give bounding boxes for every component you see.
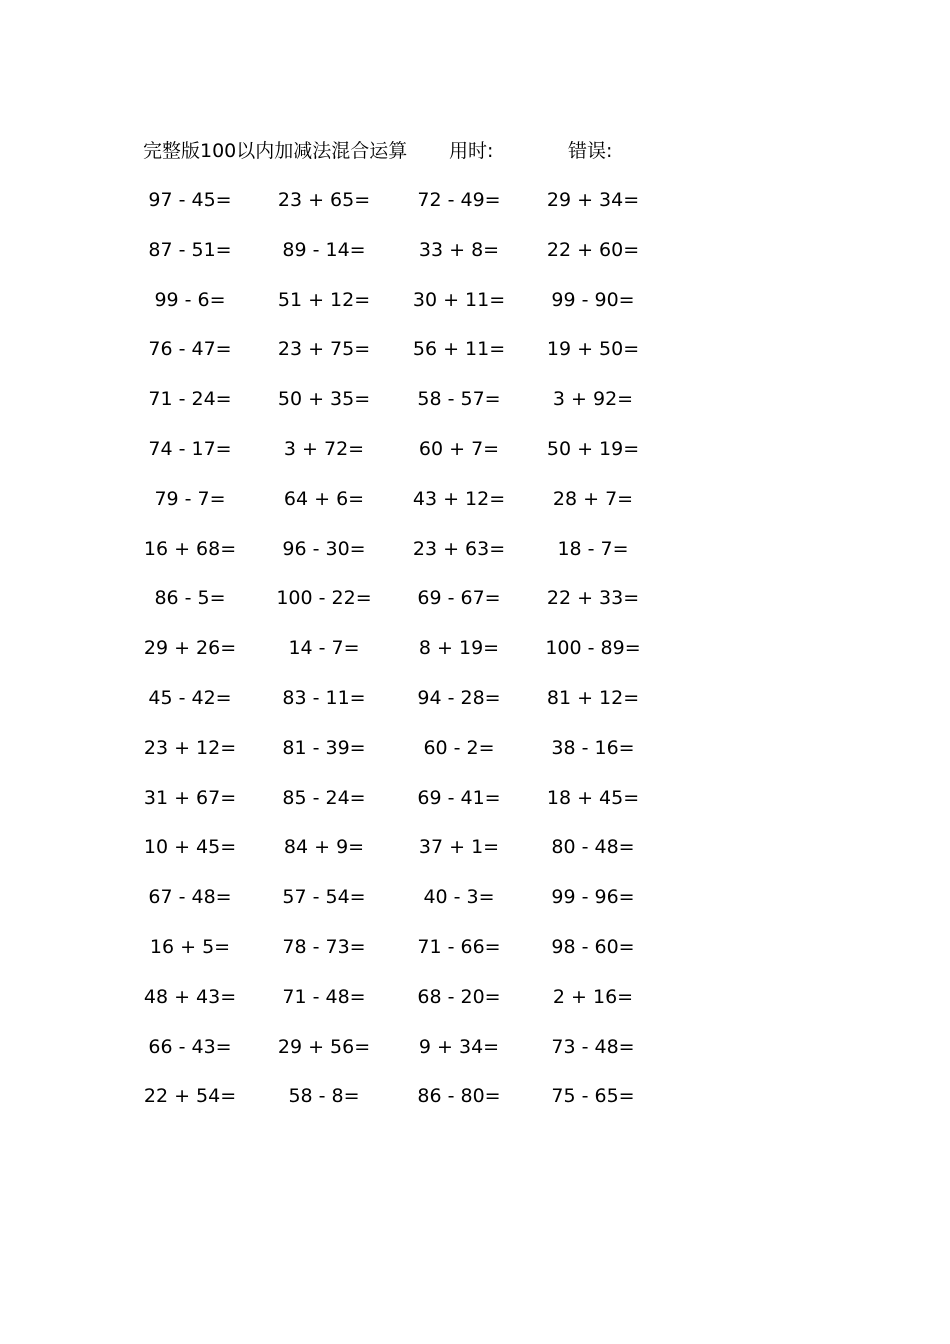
math-problem: 71 - 48= — [282, 985, 366, 1008]
math-problem: 22 + 54= — [143, 1085, 237, 1108]
math-problem: 67 - 48= — [148, 886, 232, 909]
math-problem: 28 + 7= — [552, 487, 634, 510]
math-problem: 58 - 8= — [288, 1085, 360, 1108]
math-problem: 60 - 2= — [423, 736, 495, 759]
math-problem: 73 - 48= — [551, 1035, 635, 1058]
math-problem: 57 - 54= — [282, 886, 366, 909]
math-problem: 81 - 39= — [282, 736, 366, 759]
math-problem: 50 + 35= — [277, 388, 371, 411]
math-problem: 68 - 20= — [417, 985, 501, 1008]
problem-row — [0, 1033, 950, 1083]
math-problem: 72 - 49= — [417, 189, 501, 211]
math-problem: 30 + 11= — [412, 288, 506, 311]
math-problem: 71 - 66= — [417, 935, 501, 958]
math-problem: 74 - 17= — [148, 437, 232, 460]
math-problem: 16 + 5= — [149, 935, 231, 958]
problem-row — [0, 435, 950, 485]
math-problem: 84 + 9= — [283, 836, 365, 859]
math-problem: 99 - 6= — [154, 288, 226, 311]
math-problem: 81 + 12= — [546, 686, 640, 709]
problem-row — [0, 385, 950, 435]
math-problem: 3 + 92= — [552, 388, 634, 411]
math-problem: 16 + 68= — [143, 537, 237, 560]
math-problem: 87 - 51= — [148, 238, 232, 261]
math-problem: 38 - 16= — [551, 736, 635, 759]
math-problem: 56 + 11= — [412, 338, 506, 361]
math-problem: 22 + 60= — [546, 238, 640, 261]
math-problem: 23 + 63= — [412, 537, 506, 560]
math-problem: 23 + 75= — [277, 338, 371, 361]
time-used-label: 用时: — [449, 140, 494, 162]
math-problem: 29 + 26= — [143, 637, 237, 660]
math-problem: 79 - 7= — [154, 487, 226, 510]
math-problem: 98 - 60= — [551, 935, 635, 958]
math-problem: 94 - 28= — [417, 686, 501, 709]
math-problem: 97 - 45= — [148, 189, 232, 211]
math-problem: 69 - 67= — [417, 587, 501, 610]
math-problem: 86 - 5= — [154, 587, 226, 610]
math-problem: 100 - 89= — [545, 637, 641, 660]
math-problem: 29 + 34= — [546, 189, 640, 211]
problem-row — [0, 634, 950, 684]
math-problem: 75 - 65= — [551, 1085, 635, 1108]
math-problem: 85 - 24= — [282, 786, 366, 809]
problem-row — [0, 236, 950, 286]
math-problem: 14 - 7= — [288, 637, 360, 660]
math-problem: 37 + 1= — [418, 836, 500, 859]
math-problem: 22 + 33= — [546, 587, 640, 610]
math-problem: 60 + 7= — [418, 437, 500, 460]
math-problem: 86 - 80= — [417, 1085, 501, 1108]
math-problem: 2 + 16= — [552, 985, 634, 1008]
problem-row — [0, 335, 950, 385]
math-problem: 10 + 45= — [143, 836, 237, 859]
math-problem: 66 - 43= — [148, 1035, 232, 1058]
worksheet-title: 完整版100以内加减法混合运算 — [143, 140, 408, 162]
math-problem: 29 + 56= — [277, 1035, 371, 1058]
math-problem: 100 - 22= — [276, 587, 372, 610]
math-problem: 78 - 73= — [282, 935, 366, 958]
problem-row — [0, 584, 950, 634]
math-problem: 96 - 30= — [282, 537, 366, 560]
math-problem: 8 + 19= — [418, 637, 500, 660]
math-problem: 48 + 43= — [143, 985, 237, 1008]
problem-row — [0, 833, 950, 883]
math-problem: 76 - 47= — [148, 338, 232, 361]
problem-row — [0, 1082, 950, 1132]
math-problem: 23 + 65= — [277, 189, 371, 211]
math-problem: 58 - 57= — [417, 388, 501, 411]
math-problem: 51 + 12= — [277, 288, 371, 311]
math-problem: 31 + 67= — [143, 786, 237, 809]
math-problem: 19 + 50= — [546, 338, 640, 361]
math-problem: 18 - 7= — [557, 537, 629, 560]
math-problem: 43 + 12= — [412, 487, 506, 510]
math-problem: 50 + 19= — [546, 437, 640, 460]
problem-grid — [0, 186, 950, 1132]
problem-row — [0, 485, 950, 535]
math-problem: 99 - 90= — [551, 288, 635, 311]
math-problem: 45 - 42= — [148, 686, 232, 709]
math-problem: 83 - 11= — [282, 686, 366, 709]
problem-row — [0, 535, 950, 585]
errors-label: 错误: — [568, 140, 613, 162]
math-problem: 99 - 96= — [551, 886, 635, 909]
math-problem: 9 + 34= — [418, 1035, 500, 1058]
math-problem: 64 + 6= — [283, 487, 365, 510]
problem-row — [0, 883, 950, 933]
math-problem: 80 - 48= — [551, 836, 635, 859]
problem-row — [0, 734, 950, 784]
math-problem: 33 + 8= — [418, 238, 500, 261]
problem-row — [0, 784, 950, 834]
problem-row — [0, 286, 950, 336]
math-problem: 89 - 14= — [282, 238, 366, 261]
math-problem: 18 + 45= — [546, 786, 640, 809]
math-problem: 69 - 41= — [417, 786, 501, 809]
problem-row — [0, 983, 950, 1033]
problem-row — [0, 684, 950, 734]
worksheet-header — [0, 137, 950, 165]
math-problem: 3 + 72= — [283, 437, 365, 460]
math-problem: 71 - 24= — [148, 388, 232, 411]
problem-row — [0, 933, 950, 983]
problem-row — [0, 186, 950, 236]
math-problem: 40 - 3= — [423, 886, 495, 909]
math-problem: 23 + 12= — [143, 736, 237, 759]
